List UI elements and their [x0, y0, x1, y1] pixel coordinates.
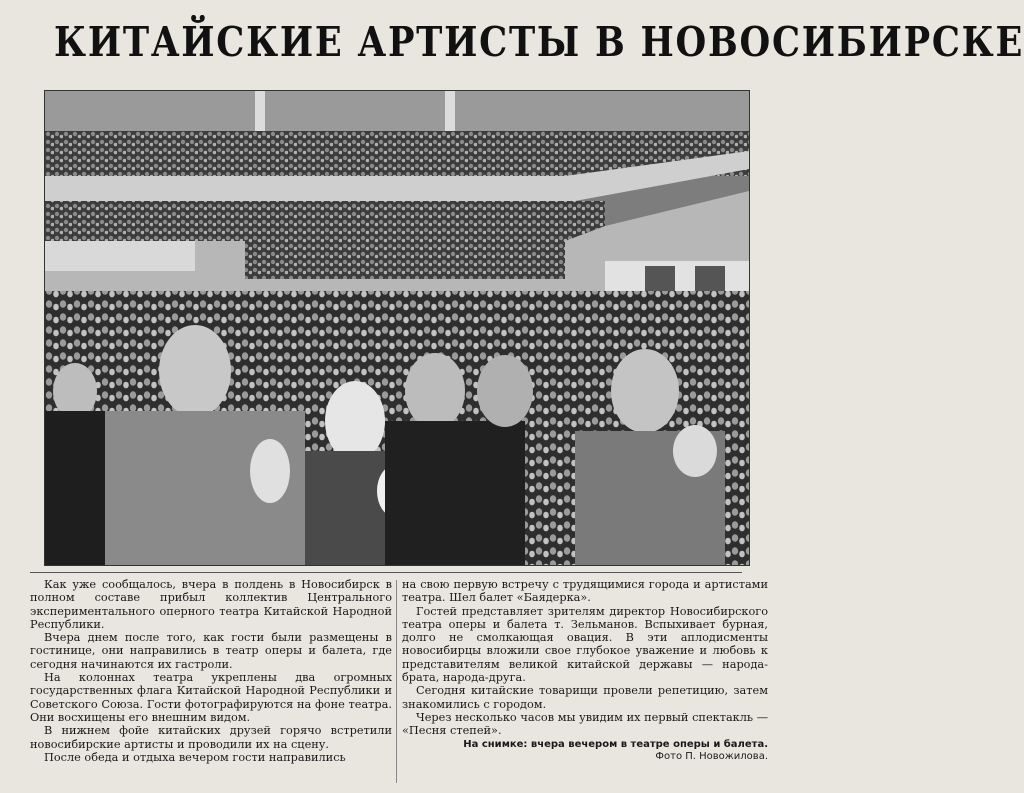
paragraph: Гостей представляет зрителям директор Новосибирского театра оперы и балета т. Зельманов. Вспыхивает бурная, долго не смолкающая овация. В эти аплодисменты новосибирцы вложили свое глубокое уважение и любовь к представителям великой китайской державы — народа-брата, народа-друга.: [402, 604, 768, 685]
paragraph: Через несколько часов мы увидим их первый спектакль — «Песня степей».: [402, 710, 768, 738]
paragraph: На колоннах театра укреплены два огромных государственных флага Китайской Народной Республики и Советского Союза. Гости фотографируются на фоне театра. Они восхищены его внешним видом.: [30, 671, 392, 724]
caption-text: На снимке: вчера вечером в театре оперы и балета.: [463, 738, 768, 750]
photo-caption: [402, 739, 768, 764]
photo-image: [45, 91, 749, 565]
column-divider: [396, 580, 397, 783]
divider: [30, 572, 742, 573]
paragraph: Вчера днем после того, как гости были размещены в гостинице, они направились в театр оперы и балета, где сегодня начинаются их гастроли.: [30, 631, 392, 671]
page-title: КИТАЙСКИЕ АРТИСТЫ В НОВОСИБИРСКЕ: [54, 18, 1024, 66]
paragraph: Сегодня китайские товарищи провели репетицию, затем знакомились с городом.: [402, 684, 768, 711]
article-column-left: [30, 578, 392, 764]
paragraph: В нижнем фойе китайских друзей горячо встретили новосибирские артисты и проводили их на сцену.: [30, 724, 392, 751]
paragraph: на свою первую встречу с трудящимися города и артистами театра. Шел балет «Баядерка».: [402, 578, 768, 605]
paragraph: Как уже сообщалось, вчера в полдень в Новосибирск в полном составе прибыл коллектив Центрального экспериментального оперного театра Китайской Народной Республики.: [30, 578, 392, 631]
photo-credit: Фото П. Новожилова.: [655, 751, 768, 763]
article-column-right: [402, 578, 768, 764]
paragraph: После обеда и отдыха вечером гости направились: [44, 750, 346, 764]
audience-photo: [44, 90, 750, 566]
